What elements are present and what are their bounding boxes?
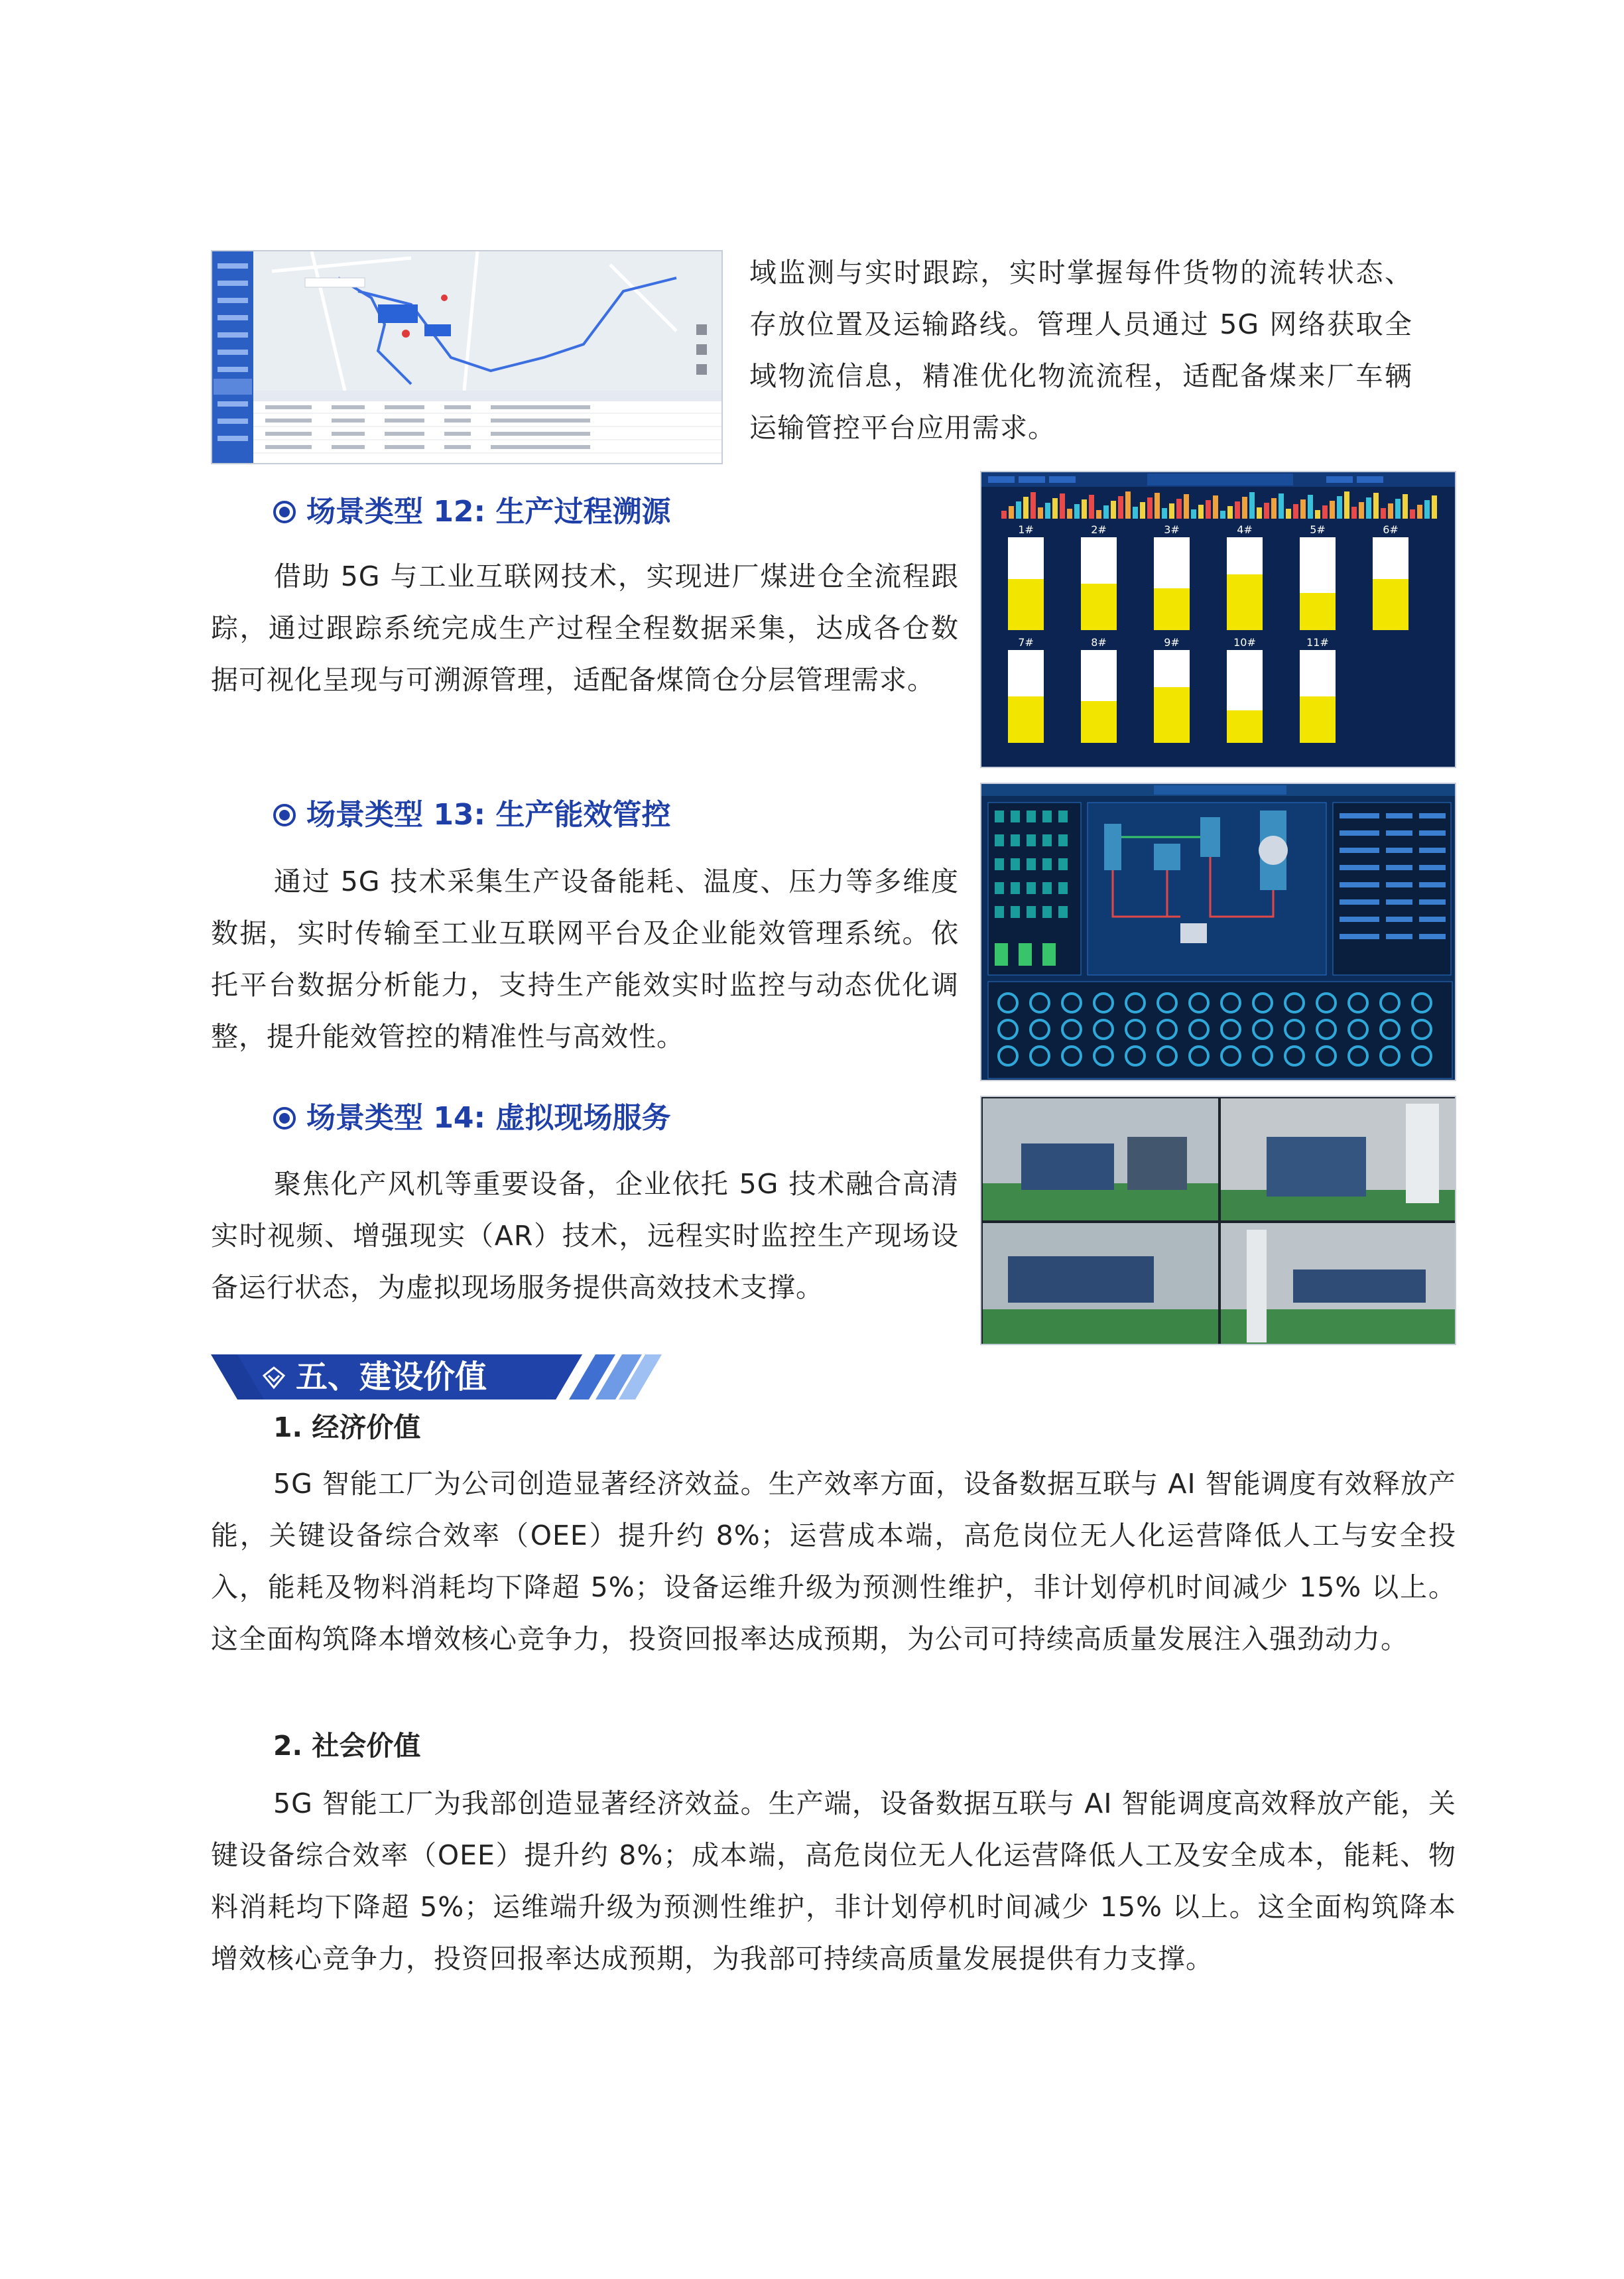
diamond-heart-icon (261, 1365, 286, 1390)
scenario-12-title: 场景类型 12: 生产过程溯源 (306, 495, 671, 529)
scenario-12-text: 借助 5G 与工业互联网技术，实现进厂煤进仓全流程跟踪，通过跟踪系统完成生产过程全程数据采集，达成各仓数据可视化呈现与可溯源管理，适配备煤筒仓分层管理需求。 (211, 560, 959, 696)
silo-fill (1227, 574, 1263, 630)
silo-fill (1300, 593, 1336, 630)
silo-fill (1008, 579, 1044, 630)
scenario-12-heading (273, 492, 670, 532)
intro-paragraph: 域监测与实时跟踪，实时掌握每件货物的流转状态、存放位置及运输路线。管理人员通过 5G 网络获取全域物流信息，精准优化物流流程，适配备煤来厂车辆运输管控平台应用需求。 (749, 257, 1412, 444)
silo-label: 6# (1383, 523, 1399, 536)
silo-label: 10# (1233, 636, 1256, 649)
silo-label: 5# (1310, 523, 1326, 536)
silo-label: 2# (1091, 523, 1107, 536)
economic-value-paragraph (211, 1458, 1456, 1665)
target-bullet-icon (273, 804, 296, 826)
silo-monitor-graphic (981, 472, 1456, 768)
scenario-14-heading (273, 1098, 670, 1138)
video-monitor-graphic (981, 1097, 1456, 1345)
scenario-14-title: 场景类型 14: 虚拟现场服务 (306, 1101, 671, 1135)
economic-value-text: 5G 智能工厂为公司创造显著经济效益。生产效率方面，设备数据互联与 AI 智能调度有效释放产能，关键设备综合效率（OEE）提升约 8%；运营成本端，高危岗位无人化运营降低人工与安全投入，能耗及物料消耗均下降超 5%；设备运维升级为预测性维护，非计划停机时间减少 15% 以上。这全面构筑降本增效核心竞争力，投资回报率达成预期，为公司可持续高质量发展注入强劲动力。 (211, 1468, 1456, 1655)
logistics-map-screenshot (211, 250, 723, 464)
social-value-paragraph (211, 1778, 1456, 1985)
silo-label: 1# (1018, 523, 1034, 536)
silo-label: 7# (1018, 636, 1034, 649)
logistics-map-graphic (212, 251, 723, 464)
scenario-13-paragraph (211, 856, 959, 1063)
video-monitor-screenshot (980, 1096, 1456, 1345)
scenario-13-heading (273, 795, 670, 835)
scenario-12-paragraph (211, 551, 959, 706)
silo-label: 3# (1164, 523, 1180, 536)
target-bullet-icon (273, 1107, 296, 1130)
silo-monitor-screenshot (980, 471, 1456, 768)
silo-fill (1300, 696, 1336, 743)
target-bullet-icon (273, 501, 296, 523)
scenario-13-title: 场景类型 13: 生产能效管控 (306, 798, 671, 832)
silo-fill (1154, 687, 1190, 743)
energy-monitor-graphic (981, 784, 1456, 1081)
energy-monitor-screenshot (980, 783, 1456, 1081)
silo-label: 4# (1237, 523, 1253, 536)
social-value-text: 5G 智能工厂为我部创造显著经济效益。生产端，设备数据互联与 AI 智能调度高效释放产能，关键设备综合效率（OEE）提升约 8%；成本端，高危岗位无人化运营降低人工及安全成本，能耗、物料消耗均下降超 5%；运维端升级为预测性维护，非计划停机时间减少 15% 以上。这全面构筑降本增效核心竞争力，投资回报率达成预期，为我部可持续高质量发展提供有力支撑。 (211, 1788, 1456, 1975)
scenario-14-paragraph (211, 1158, 959, 1313)
silo-fill (1227, 710, 1263, 743)
social-value-subheading: 2. 社会价值 (273, 1730, 421, 1762)
silo-fill (1008, 696, 1044, 743)
silo-fill (1081, 701, 1117, 743)
silo-fill (1373, 579, 1408, 630)
silo-label: 11# (1306, 636, 1329, 649)
section-title: 五、建设价值 (296, 1358, 487, 1396)
economic-value-subheading: 1. 经济价值 (273, 1411, 421, 1443)
scenario-13-text: 通过 5G 技术采集生产设备能耗、温度、压力等多维度数据，实时传输至工业互联网平台及企业能效管理系统。依托平台数据分析能力，支持生产能效实时监控与动态优化调整，提升能效管控的精准性与高效性。 (211, 866, 959, 1053)
silo-label: 9# (1164, 636, 1180, 649)
section-banner (211, 1354, 662, 1400)
silo-fill (1154, 588, 1190, 630)
silo-fill (1081, 584, 1117, 630)
scenario-14-text: 聚焦化产风机等重要设备，企业依托 5G 技术融合高清实时视频、增强现实（AR）技术，远程实时监控生产现场设备运行状态，为虚拟现场服务提供高效技术支撑。 (211, 1168, 959, 1303)
silo-label: 8# (1091, 636, 1107, 649)
